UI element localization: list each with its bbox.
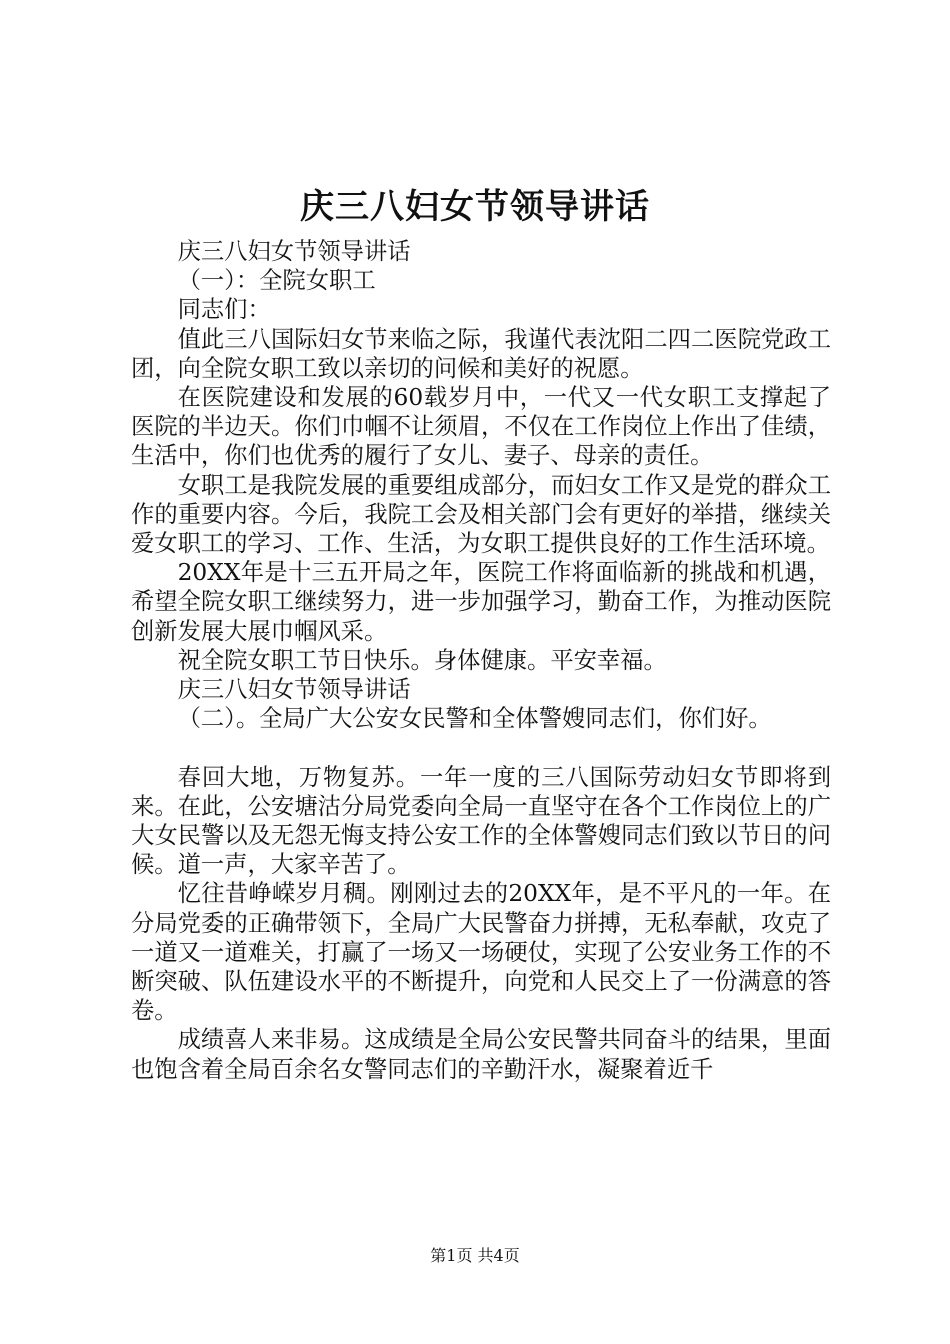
document-body: [131, 237, 831, 1084]
paragraph: 20XX年是十三五开局之年，医院工作将面临新的挑战和机遇，希望全院女职工继续努力，进一步加强学习，勤奋工作，为推动医院创新发展大展巾帼风采。: [131, 559, 831, 645]
paragraph: 祝全院女职工节日快乐。身体健康。平安幸福。: [177, 646, 667, 674]
paragraph: 在医院建设和发展的60载岁月中，一代又一代女职工支撑起了医院的半边天。你们巾帼不让须眉，不仅在工作岗位上作出了佳绩，生活中，你们也优秀的履行了女儿、妻子、母亲的责任。: [131, 384, 831, 470]
paragraph: 成绩喜人来非易。这成绩是全局公安民警共同奋斗的结果，里面也饱含着全局百余名女警同志们的辛勤汗水，凝聚着近千: [131, 1026, 831, 1083]
paragraph: 同志们：: [177, 296, 271, 324]
paragraph: 庆三八妇女节领导讲话: [177, 238, 411, 265]
paragraph: 值此三八国际妇女节来临之际，我谨代表沈阳二四二医院党政工团，向全院女职工致以亲切的问候和美好的祝愿。: [131, 325, 831, 382]
document-title: 庆三八妇女节领导讲话: [300, 187, 650, 227]
paragraph: 庆三八妇女节领导讲话: [177, 676, 411, 704]
paragraph: （二）。全局广大公安女民警和全体警嫂同志们，你们好。: [177, 705, 772, 733]
paragraph: 忆往昔峥嵘岁月稠。刚刚过去的20XX年，是不平凡的一年。在分局党委的正确带领下，全局广大民警奋力拼搏，无私奉献，攻克了一道又一道难关，打赢了一场又一场硬仗，实现了公安业务工作的不断突破、队伍建设水平的不断提升，向党和人民交上了一份满意的答卷。: [131, 880, 831, 1025]
paragraph: （一）：全院女职工: [177, 267, 376, 295]
blank-line: [131, 733, 831, 762]
paragraph: 春回大地，万物复苏。一年一度的三八国际劳动妇女节即将到来。在此，公安塘沽分局党委向全局一直坚守在各个工作岗位上的广大女民警以及无怨无悔支持公安工作的全体警嫂同志们致以节日的问候。道一声，大家辛苦了。: [131, 763, 831, 879]
paragraph: 女职工是我院发展的重要组成部分，而妇女工作又是党的群众工作的重要内容。今后，我院工会及相关部门会有更好的举措，继续关爱女职工的学习、工作、生活，为女职工提供良好的工作生活环境。: [131, 471, 831, 558]
page-footer: 第1页 共4页: [430, 1246, 520, 1265]
